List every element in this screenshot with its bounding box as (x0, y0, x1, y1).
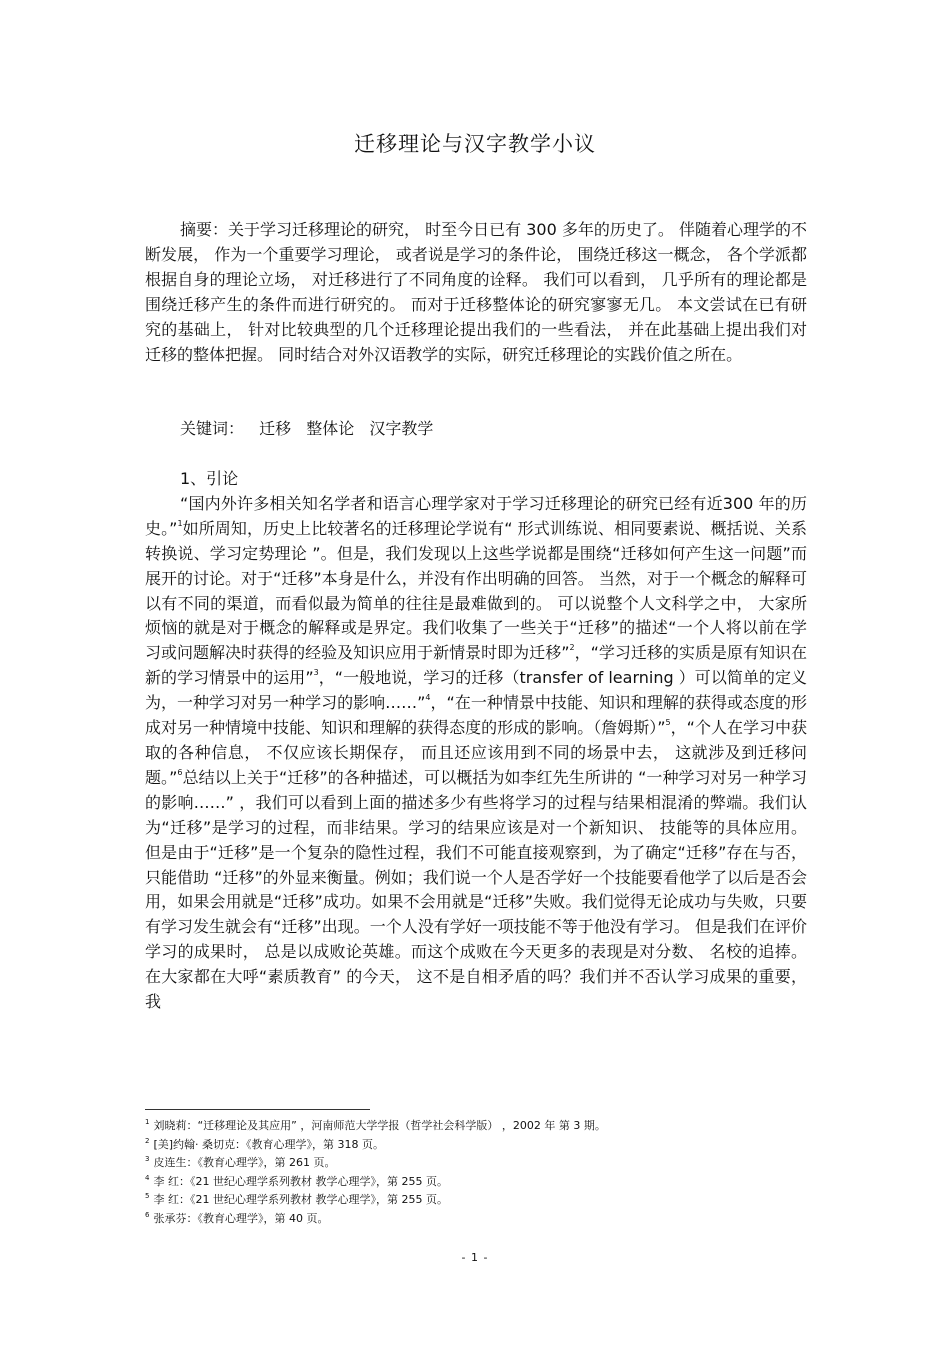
footnote-number: 6 (145, 1210, 150, 1219)
footnote-item (145, 1117, 805, 1136)
footnote-number: 1 (145, 1118, 150, 1126)
paragraph-text: 总结以上关于“迁移”的各种描述，可以概括为如李红先生所讲的 “一种学习对另一种学习的影响……” ，我们可以看到上面的描述多少有些将学习的过程与结果相混淆的弊端。我们认为“迁移”是学习的过程，而非结果。学习的结果应该是对一个新知识、 技能等的具体应用。 但是由于“迁移”是一个复杂的隐性过程，我们不可能直接观察到，为了确定“迁移”存在与否，只能借助 “迁移”的外显来衡量。例如；我们说一个人是否学好一个技能要看他学了以后是否会用，如果会用就是“迁移”成功。如果不会用就是“迁移”失败。我们觉得无论成功与失败，只要有学习发生就会有“迁移”出现。一个人没有学好一项技能不等于他没有学习。 但是我们在评价学习的成果时， 总是以成败论英雄。而这个成败在今天更多的表现是对分数、 名校的追捧。 在大家都在大呼“素质教育” 的今天， 这不是自相矛盾的吗？我们并不否认学习成果的重要， 我 (145, 767, 807, 1012)
footnote-item (145, 1191, 805, 1210)
section-introduction (145, 467, 807, 1015)
keyword-item: 迁移 (259, 419, 292, 438)
footnote-item (145, 1136, 805, 1155)
keywords-label: 关键词： (180, 419, 245, 438)
footnote-marker: 6 (177, 767, 183, 777)
footnote-text: 李 红：《21 世纪心理学系列教材 教学心理学》，第 255 页。 (153, 1174, 448, 1188)
footnote-number: 2 (145, 1136, 150, 1145)
footnote-marker: 5 (665, 718, 671, 728)
footnote-divider (145, 1109, 370, 1110)
paragraph-text: ，“个人在学习中获取的各种信息， 不仅应该长期保存， 而且还应该用到不同的场景中去， 这就涉及到迁移问题。” (145, 718, 807, 787)
paragraph-text: ，“学习迁移的实质是原有知识在新的学习情景中的运用” (145, 643, 807, 688)
keyword-item: 整体论 (306, 419, 355, 438)
paragraph-text: “国内外许多相关知名学者和语言心理学家对于学习迁移理论的研究已经有近300 年的历史。” (145, 493, 807, 538)
footnote-marker: 2 (569, 643, 575, 653)
footnote-marker: 3 (313, 668, 319, 678)
footnote-marker: 4 (425, 693, 431, 703)
footnote-text: 张承芬：《教育心理学》，第 40 页。 (153, 1211, 329, 1225)
footnote-number: 5 (145, 1192, 150, 1201)
page-number: - 1 - (461, 1251, 489, 1264)
footnote-text: 皮连生：《教育心理学》，第 261 页。 (153, 1156, 336, 1170)
abstract-paragraph: 摘要：关于学习迁移理论的研究， 时至今日已有 300 多年的历史了。 伴随着心理学的不断发展， 作为一个重要学习理论， 或者说是学习的条件论， 围绕迁移这一概念， 各个学派都根据自身的理论立场， 对迁移进行了不同角度的诠释。 我们可以看到， 几乎所有的理论都是围绕迁移产生的条件而进行研究的。 而对于迁移整体论的研究寥寥无几。 本文尝试在已有研究的基础上， 针对比较典型的几个迁移理论提出我们的一些看法， 并在此基础上提出我们对迁移的整体把握。 同时结合对外汉语教学的实际，研究迁移理论的实践价值之所在。 (145, 220, 807, 364)
paragraph-text: ，“在一种情景中技能、知识和理解的获得或态度的形成对另一种情境中技能、知识和理解的获得态度的形成的影响。（詹姆斯）” (145, 693, 807, 738)
footnote-text: 刘晓莉：“迁移理论及其应用” ，河南师范大学学报（哲学社会科学版） ，2002 年 第 3 期。 (153, 1119, 606, 1132)
footnote-number: 4 (145, 1173, 150, 1182)
footnotes-list (145, 1117, 805, 1229)
paragraph-text: ，“一般地说，学习的迁移（transfer of learning ）可以简单的定义为，一种学习对另一种学习的影响……” (145, 668, 807, 713)
footnote-text: [美]约翰· 桑切克：《教育心理学》，第 318 页。 (153, 1137, 385, 1151)
footnote-item (145, 1173, 805, 1192)
keyword-item: 汉字教学 (369, 419, 434, 438)
footnote-marker: 1 (177, 518, 183, 528)
body-paragraph (145, 492, 807, 1015)
section-heading: 1、引论 (180, 469, 239, 488)
footnote-item (145, 1210, 805, 1229)
footnote-number: 3 (145, 1155, 150, 1164)
paragraph-text: 如所周知，历史上比较著名的迁移理论学说有“ 形式训练说、相同要素说、概括说、关系转换说、学习定势理论 ”。但是，我们发现以上这些学说都是围绕“迁移如何产生这一问题”而展开的讨论。对于“迁移”本身是什么，并没有作出明确的回答。 当然，对于一个概念的解释可以有不同的渠道，而看似最为简单的往往是最难做到的。 可以说整个人文科学之中， 大家所烦恼的就是对于概念的解释或是界定。我们收集了一些关于“迁移”的描述“一个人将以前在学习或问题解决时获得的经验及知识应用于新情景时即为迁移” (145, 518, 807, 663)
footnote-text: 李 红：《21 世纪心理学系列教材 教学心理学》，第 255 页。 (153, 1193, 448, 1207)
keywords-line (145, 417, 807, 442)
footnote-item (145, 1154, 805, 1173)
page-title: 迁移理论与汉字教学小议 (354, 132, 596, 156)
